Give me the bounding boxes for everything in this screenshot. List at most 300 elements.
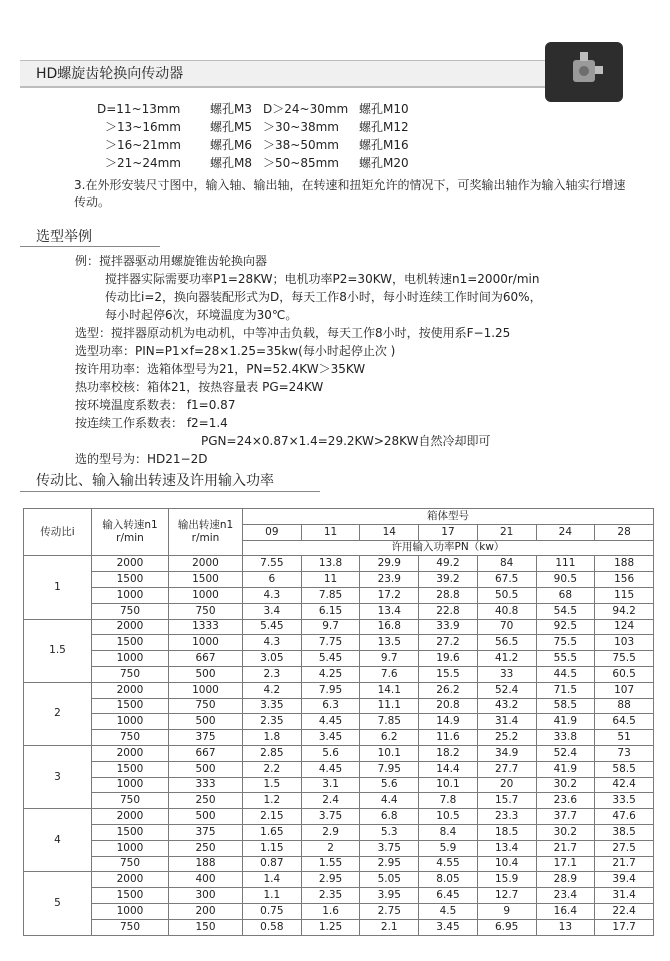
power-table [23, 508, 654, 936]
table-row [24, 666, 654, 682]
table-cell: 7.95 [360, 761, 419, 777]
table-cell: 21.7 [595, 856, 654, 872]
table-cell: 107 [595, 682, 654, 698]
spec-cell: 螺孔M16 [359, 138, 409, 152]
table-cell: 3.45 [419, 919, 478, 935]
table-cell: 1.6 [301, 903, 360, 919]
header-power: 许用输入功率PN（kw） [243, 540, 654, 556]
table-cell: 1500 [92, 635, 169, 651]
table-cell: 17.2 [360, 587, 419, 603]
table-cell: 20 [477, 777, 536, 793]
table-cell: 7.85 [301, 587, 360, 603]
table-cell: 1000 [92, 840, 169, 856]
spec-cell: ＞16~21mm [105, 138, 181, 152]
table-cell: 8.05 [419, 872, 478, 888]
table-cell: 44.5 [536, 666, 595, 682]
table-row [24, 745, 654, 761]
table-row [24, 635, 654, 651]
table-cell: 75.5 [536, 635, 595, 651]
table-cell: 23.6 [536, 793, 595, 809]
table-row [24, 556, 654, 572]
table-cell: 14.4 [419, 761, 478, 777]
table-cell: 750 [92, 919, 169, 935]
table-cell: 28.8 [419, 587, 478, 603]
table-row [24, 682, 654, 698]
table-row [24, 872, 654, 888]
table-cell: 4.45 [301, 714, 360, 730]
table-cell: 1000 [169, 682, 243, 698]
header-input-speed: 输入转速n1 r/min [92, 509, 169, 556]
spec-row [105, 118, 485, 136]
table-cell: 16.8 [360, 619, 419, 635]
note-3: 3.在外形安装尺寸图中，输入轴、输出轴，在转速和扭矩允许的情况下，可奖输出轴作为输入轴实行增速传动。 [74, 178, 626, 209]
table-row [24, 840, 654, 856]
table-cell: 115 [595, 587, 654, 603]
table-cell: 58.5 [536, 698, 595, 714]
table-cell: 21.7 [536, 840, 595, 856]
spec-cell: ＞13~16mm [105, 120, 181, 134]
table-cell: 250 [169, 840, 243, 856]
table-cell: 14.9 [419, 714, 478, 730]
table-cell: 2.9 [301, 824, 360, 840]
table-cell: 1000 [92, 714, 169, 730]
ratio-cell: 1 [24, 556, 92, 619]
table-row [24, 888, 654, 904]
table-cell: 6.45 [419, 888, 478, 904]
table-row [24, 587, 654, 603]
table-cell: 4.3 [243, 635, 302, 651]
table-cell: 33.8 [536, 730, 595, 746]
table-cell: 64.5 [595, 714, 654, 730]
example-line: PGN=24×0.87×1.4=29.2KW>28KW自然冷却即可 [201, 434, 491, 448]
table-cell: 103 [595, 635, 654, 651]
table-row [24, 698, 654, 714]
table-cell: 9.7 [301, 619, 360, 635]
example-line: 选型：搅拌器原动机为电动机，中等冲击负载，每天工作8小时，按使用系F−1.25 [75, 326, 511, 340]
table-cell: 30.2 [536, 824, 595, 840]
table-cell: 52.4 [477, 682, 536, 698]
table-cell: 375 [169, 730, 243, 746]
table-cell: 15.7 [477, 793, 536, 809]
table-cell: 84 [477, 556, 536, 572]
table-cell: 500 [169, 761, 243, 777]
table-cell: 750 [92, 856, 169, 872]
table-cell: 75.5 [595, 651, 654, 667]
table-cell: 300 [169, 888, 243, 904]
table-cell: 13.4 [477, 840, 536, 856]
table-cell: 29.9 [360, 556, 419, 572]
table-cell: 94.2 [595, 603, 654, 619]
spec-cell: ＞50~85mm [263, 156, 339, 170]
table-cell: 2.95 [360, 856, 419, 872]
table-cell: 40.8 [477, 603, 536, 619]
table-row [24, 572, 654, 588]
table-cell: 1.25 [301, 919, 360, 935]
table-cell: 2.85 [243, 745, 302, 761]
table-cell: 4.55 [419, 856, 478, 872]
table-cell: 188 [169, 856, 243, 872]
table-cell: 2000 [92, 745, 169, 761]
table-cell: 4.5 [419, 903, 478, 919]
table-cell: 7.85 [360, 714, 419, 730]
table-cell: 19.6 [419, 651, 478, 667]
table-cell: 13.5 [360, 635, 419, 651]
ratio-cell: 3 [24, 745, 92, 808]
product-photo [545, 42, 623, 102]
table-cell: 667 [169, 745, 243, 761]
table-cell: 2000 [92, 809, 169, 825]
table-cell: 18.2 [419, 745, 478, 761]
table-cell: 1.4 [243, 872, 302, 888]
table-cell: 750 [92, 603, 169, 619]
example-line: 按环境温度系数表： f1=0.87 [75, 398, 236, 412]
table-cell: 750 [92, 730, 169, 746]
table-cell: 17.7 [595, 919, 654, 935]
table-cell: 12.7 [477, 888, 536, 904]
example-line: 选的型号为：HD21−2D [75, 452, 208, 466]
table-cell: 2000 [169, 556, 243, 572]
header-box-model: 箱体型号 [243, 509, 654, 525]
spec-row [97, 100, 485, 118]
table-cell: 6.95 [477, 919, 536, 935]
table-cell: 1.65 [243, 824, 302, 840]
table-cell: 2.15 [243, 809, 302, 825]
table-cell: 49.2 [419, 556, 478, 572]
header-output-speed: 输出转速n1 r/min [169, 509, 243, 556]
example-line: 热功率校核：箱体21，按热容量表 PG=24KW [75, 380, 324, 394]
table-cell: 7.75 [301, 635, 360, 651]
table-cell: 27.7 [477, 761, 536, 777]
table-row [24, 651, 654, 667]
table-cell: 28.9 [536, 872, 595, 888]
table-cell: 1.1 [243, 888, 302, 904]
table-cell: 0.87 [243, 856, 302, 872]
table-cell: 200 [169, 903, 243, 919]
table-cell: 11.6 [419, 730, 478, 746]
table-cell: 9 [477, 903, 536, 919]
table-cell: 1500 [92, 761, 169, 777]
header-size: 24 [536, 524, 595, 540]
table-cell: 88 [595, 698, 654, 714]
table-cell: 1000 [92, 777, 169, 793]
table-cell: 15.5 [419, 666, 478, 682]
table-cell: 2.2 [243, 761, 302, 777]
table-cell: 70 [477, 619, 536, 635]
table-cell: 50.5 [477, 587, 536, 603]
spec-cell: ＞38~50mm [263, 138, 339, 152]
table-row [24, 714, 654, 730]
table-row [24, 809, 654, 825]
header-ratio: 传动比i [24, 509, 92, 556]
table-cell: 2.3 [243, 666, 302, 682]
table-cell: 1.55 [301, 856, 360, 872]
table-cell: 3.35 [243, 698, 302, 714]
header-size: 17 [419, 524, 478, 540]
table-cell: 39.4 [595, 872, 654, 888]
table-cell: 67.5 [477, 572, 536, 588]
table-cell: 41.9 [536, 714, 595, 730]
table-cell: 1500 [92, 698, 169, 714]
table-cell: 4.4 [360, 793, 419, 809]
table-cell: 2.95 [301, 872, 360, 888]
table-cell: 156 [595, 572, 654, 588]
table-cell: 22.4 [595, 903, 654, 919]
table-cell: 1.8 [243, 730, 302, 746]
table-cell: 71.5 [536, 682, 595, 698]
table-cell: 14.1 [360, 682, 419, 698]
table-cell: 52.4 [536, 745, 595, 761]
ratio-cell: 5 [24, 872, 92, 935]
table-cell: 26.2 [419, 682, 478, 698]
table-cell: 4.2 [243, 682, 302, 698]
table-cell: 750 [92, 793, 169, 809]
table-cell: 73 [595, 745, 654, 761]
table-cell: 3.75 [301, 809, 360, 825]
table-cell: 500 [169, 666, 243, 682]
example-line: 按连续工作系数表： f2=1.4 [75, 416, 228, 430]
divider [20, 246, 160, 247]
table-cell: 500 [169, 714, 243, 730]
table-cell: 7.6 [360, 666, 419, 682]
table-cell: 4.25 [301, 666, 360, 682]
table-cell: 30.2 [536, 777, 595, 793]
bevel-gearbox-icon [565, 50, 605, 90]
spec-cell: 螺孔M3 [210, 102, 252, 116]
table-cell: 38.5 [595, 824, 654, 840]
table-cell: 18.5 [477, 824, 536, 840]
table-cell: 333 [169, 777, 243, 793]
example-line: 每小时起停6次，环境温度为30℃。 [105, 308, 298, 322]
table-cell: 1.15 [243, 840, 302, 856]
table-cell: 16.4 [536, 903, 595, 919]
example-line: 传动比i=2，换向器装配形式为D，每天工作8小时，每小时连续工作时间为60%， [105, 290, 542, 304]
table-cell: 1000 [92, 651, 169, 667]
table-cell: 1333 [169, 619, 243, 635]
table-cell: 1500 [92, 888, 169, 904]
table-row [24, 793, 654, 809]
table-cell: 150 [169, 919, 243, 935]
table-cell: 2.35 [301, 888, 360, 904]
table-cell: 3.45 [301, 730, 360, 746]
table-cell: 1000 [92, 587, 169, 603]
table-cell: 375 [169, 824, 243, 840]
table-cell: 25.2 [477, 730, 536, 746]
table-cell: 5.9 [419, 840, 478, 856]
table-cell: 10.1 [360, 745, 419, 761]
table-cell: 1500 [92, 572, 169, 588]
table-cell: 750 [92, 666, 169, 682]
ratio-cell: 2 [24, 682, 92, 745]
table-cell: 7.8 [419, 793, 478, 809]
table-cell: 56.5 [477, 635, 536, 651]
table-cell: 60.5 [595, 666, 654, 682]
table-cell: 34.9 [477, 745, 536, 761]
table-row [24, 856, 654, 872]
table-cell: 90.5 [536, 572, 595, 588]
table-cell: 6 [243, 572, 302, 588]
table-cell: 3.1 [301, 777, 360, 793]
table-cell: 5.3 [360, 824, 419, 840]
table-cell: 2.75 [360, 903, 419, 919]
table-cell: 68 [536, 587, 595, 603]
table-row [24, 777, 654, 793]
table-cell: 6.15 [301, 603, 360, 619]
table-cell: 23.4 [536, 888, 595, 904]
table-cell: 4.3 [243, 587, 302, 603]
table-cell: 2000 [92, 619, 169, 635]
table-cell: 2000 [92, 556, 169, 572]
table-cell: 9.7 [360, 651, 419, 667]
table-cell: 5.05 [360, 872, 419, 888]
section-heading-table: 传动比、输入输出转速及许用输入功率 [36, 473, 274, 489]
table-cell: 7.95 [301, 682, 360, 698]
table-cell: 31.4 [595, 888, 654, 904]
table-cell: 6.3 [301, 698, 360, 714]
table-cell: 17.1 [536, 856, 595, 872]
example-line: 选型功率：PIN=P1×f=28×1.25=35kw(每小时起停止次 ) [75, 344, 396, 358]
table-cell: 1000 [169, 635, 243, 651]
table-cell: 27.5 [595, 840, 654, 856]
table-cell: 400 [169, 872, 243, 888]
table-cell: 7.55 [243, 556, 302, 572]
table-cell: 58.5 [595, 761, 654, 777]
divider [20, 491, 320, 492]
table-cell: 750 [169, 698, 243, 714]
spec-cell: D＞24~30mm [263, 102, 349, 116]
table-cell: 667 [169, 651, 243, 667]
table-cell: 2 [301, 840, 360, 856]
table-cell: 2000 [92, 872, 169, 888]
spec-cell: ＞30~38mm [263, 120, 339, 134]
table-cell: 11.1 [360, 698, 419, 714]
table-cell: 1000 [169, 587, 243, 603]
ratio-cell: 1.5 [24, 619, 92, 682]
table-cell: 10.4 [477, 856, 536, 872]
table-cell: 3.75 [360, 840, 419, 856]
table-cell: 500 [169, 809, 243, 825]
table-cell: 23.3 [477, 809, 536, 825]
table-cell: 39.2 [419, 572, 478, 588]
table-cell: 11 [301, 572, 360, 588]
table-cell: 54.5 [536, 603, 595, 619]
table-row [24, 603, 654, 619]
spec-cell: D=11~13mm [97, 102, 181, 116]
table-cell: 55.5 [536, 651, 595, 667]
table-row [24, 903, 654, 919]
spec-cell: 螺孔M20 [359, 156, 409, 170]
table-cell: 15.9 [477, 872, 536, 888]
section-heading-example: 选型举例 [36, 229, 92, 245]
table-cell: 111 [536, 556, 595, 572]
table-cell: 2.4 [301, 793, 360, 809]
table-cell: 5.6 [301, 745, 360, 761]
table-cell: 2.35 [243, 714, 302, 730]
table-row [24, 919, 654, 935]
table-cell: 13 [536, 919, 595, 935]
table-cell: 43.2 [477, 698, 536, 714]
table-cell: 1.2 [243, 793, 302, 809]
table-row [24, 619, 654, 635]
table-cell: 5.6 [360, 777, 419, 793]
table-row [24, 824, 654, 840]
table-cell: 6.8 [360, 809, 419, 825]
table-cell: 1.5 [243, 777, 302, 793]
table-cell: 4.45 [301, 761, 360, 777]
table-cell: 0.75 [243, 903, 302, 919]
spec-cell: 螺孔M12 [359, 120, 409, 134]
table-cell: 27.2 [419, 635, 478, 651]
table-cell: 37.7 [536, 809, 595, 825]
header-size: 14 [360, 524, 419, 540]
table-cell: 42.4 [595, 777, 654, 793]
table-cell: 33 [477, 666, 536, 682]
table-cell: 3.4 [243, 603, 302, 619]
table-cell: 41.2 [477, 651, 536, 667]
table-cell: 1500 [169, 572, 243, 588]
table-cell: 3.95 [360, 888, 419, 904]
table-cell: 5.45 [301, 651, 360, 667]
table-cell: 188 [595, 556, 654, 572]
table-cell: 22.8 [419, 603, 478, 619]
spec-cell: 螺孔M8 [210, 156, 252, 170]
table-cell: 1500 [92, 824, 169, 840]
table-cell: 31.4 [477, 714, 536, 730]
table-cell: 92.5 [536, 619, 595, 635]
spec-row [105, 136, 485, 154]
table-cell: 124 [595, 619, 654, 635]
table-cell: 8.4 [419, 824, 478, 840]
table-cell: 10.5 [419, 809, 478, 825]
table-cell: 33.5 [595, 793, 654, 809]
table-row [24, 761, 654, 777]
bolt-spec-list [97, 100, 485, 172]
table-cell: 23.9 [360, 572, 419, 588]
spec-cell: ＞21~24mm [105, 156, 181, 170]
table-cell: 3.05 [243, 651, 302, 667]
table-cell: 13.4 [360, 603, 419, 619]
spec-cell: 螺孔M5 [210, 120, 252, 134]
table-cell: 6.2 [360, 730, 419, 746]
spec-cell: 螺孔M10 [359, 102, 409, 116]
example-line: 按许用功率：选箱体型号为21，PN=52.4KW＞35KW [75, 362, 366, 376]
table-cell: 5.45 [243, 619, 302, 635]
table-cell: 47.6 [595, 809, 654, 825]
example-line: 搅拌器实际需要功率P1=28KW；电机功率P2=30KW，电机转速n1=2000r/min [105, 272, 540, 286]
table-cell: 0.58 [243, 919, 302, 935]
example-block [75, 252, 542, 468]
example-line: 例：搅拌器驱动用螺旋锥齿轮换向器 [75, 254, 268, 268]
table-cell: 20.8 [419, 698, 478, 714]
table-cell: 2.1 [360, 919, 419, 935]
page-title: HD螺旋齿轮换向传动器 [36, 66, 184, 82]
table-cell: 41.9 [536, 761, 595, 777]
ratio-cell: 4 [24, 809, 92, 872]
table-cell: 51 [595, 730, 654, 746]
header-size: 11 [301, 524, 360, 540]
header-size: 28 [595, 524, 654, 540]
table-cell: 1000 [92, 903, 169, 919]
table-cell: 13.8 [301, 556, 360, 572]
spec-cell: 螺孔M6 [210, 138, 252, 152]
table-row [24, 730, 654, 746]
table-cell: 2000 [92, 682, 169, 698]
table-cell: 10.1 [419, 777, 478, 793]
header-size: 21 [477, 524, 536, 540]
table-cell: 250 [169, 793, 243, 809]
table-cell: 750 [169, 603, 243, 619]
header-size: 09 [243, 524, 302, 540]
spec-row [105, 154, 485, 172]
